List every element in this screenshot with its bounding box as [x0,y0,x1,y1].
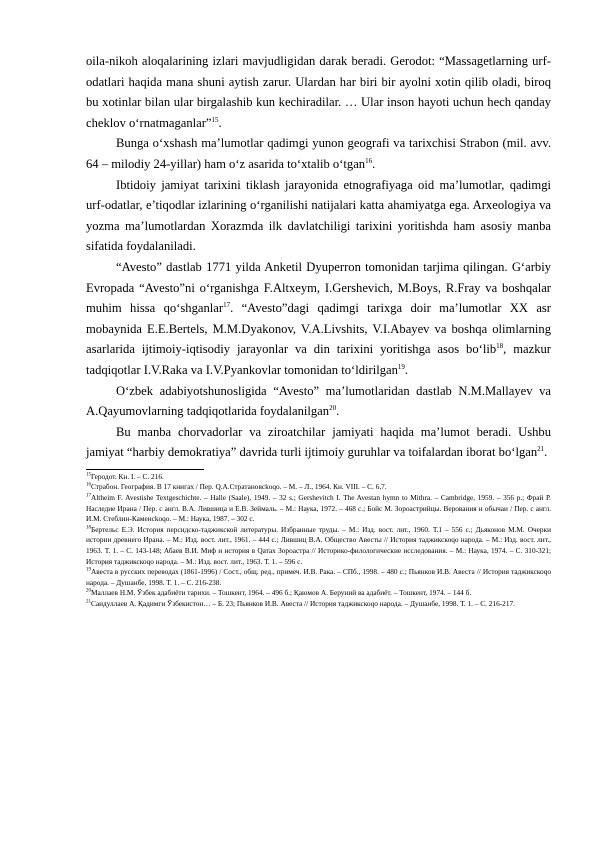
footnote-ref-19[interactable]: 19 [397,362,405,371]
document-page [86,51,551,610]
footnote-20: $^{20}$Маллаев Н.М. Ўзбек адабиёти тарихи. – Тошкент, 1964. – 496 б.; Қаюмов А. Беруний ва адабиёт. – Тошкент, 1974. – 144 б. [86,588,472,598]
paragraph-5: O‘zbek adabiyotshunosligida “Avesto” ma’lumotlaridan dastlab N.M.Mallayev va A.Qayumovlarning tadqiqotlarida foydalanilgan$^{20}$. [86,383,551,419]
paragraph-2: Bunga o‘xshash ma’lumotlar qadimgi yunon geografi va tarixchisi Strabon (mil. avv. 64 – milodiy 24-yillar) ham o‘z asarida to‘xtalib o‘tgan$^{16}$. [86,136,551,171]
footnote-divider [86,469,204,470]
paragraph-1: oila-nikoh aloqalarining izlari mavjudligidan darak beradi. Gerodot: “Massagetlarning urf-odatlari haqida mana shuni aytish zarur. Ulardan har biri bir ayolni xotin qilib oladi, biroq bu xotinlar bilan ular birgalashib kun kechiradilar. … Ular inson hayoti uchun hech qanday cheklov o‘rnatmaganlar”$^{15}$. [86,54,551,130]
footnote-ref-18[interactable]: 18 [496,342,504,351]
paragraph-4: “Avesto” dastlab 1771 yilda Anketil Dyuperron tomonidan tarjima qilingan. G‘arbiy Evropada “Avesto”ni o‘rganishga F.Altxeym, I.Gershevich, M.Boys, R.Fray va boshqalar muhim hissa qo‘shganlar$^{17}$. “Avesto”dagi qadimgi tarixga doir ma’lumotlar XX asr mobaynida E.E.Bertels, M.M.Dyakonov, V.A.Livshits, V.I.Abayev va boshqa olimlarning asarlarida ijtimoiy-iqtisodiy jarayonlar va din tarixini yoritishga asos bo‘lib$^{18}$, mazkur tadqiqotlar I.V.Raka va I.V.Pyankovlar tomonidan to‘ldirilgan$^{19}$. [86,259,551,377]
footnote-18: $^{18}$Бертельс Е.Э. История персидско-таджикской литературы. Избранные труды. – М.: Изд. вост. лит., 1960. Т.1 – 556 с.; Дьяконов М.М. Очерки истории древнего Ирана. – М.: Изд. вост. лит., 1961. – 444 с.; Лившиц В.А. Общество Авесты // История таджикскоqo народа. – М.: Изд. вост. лит., 1963. Т. 1. – С. 143-148; Абаев В.И. Миф и история в Qатах Зороастра // Историко-филологические исследования. – М.: Наука, 1974. – С. 310-321; История таджикскоqo народа. – М.: Изд. вост. лит., 1963. Т. 1. – 596 с. [86,524,551,566]
footnote-ref-20[interactable]: 20 [329,403,337,412]
footnote-19: $^{19}$Авеста в русских переводах (1861-1996) / Сост., общ. ред., примеч. И.В. Рака. – СПб., 1998. – 480 с.; Пьянков И.В. Авеста // История таджикскоqo народа. – Душанбе, 1998. Т. 1. – С. 216-238. [86,567,551,587]
paragraph-6: Bu manba chorvadorlar va ziroatchilar jamiyati haqida ma’lumot beradi. Ushbu jamiyat “harbiy demokratiya” davrida turli ijtimoiy guruhlar va toifalardan iborat bo‘lgan$^{21}$. [86,424,551,460]
footnote-ref-15[interactable]: 15 [211,115,219,124]
footnote-15: $^{15}$Геродот. Кн. I. – С. 216. [86,471,164,481]
footnote-ref-16[interactable]: 16 [365,156,373,165]
footnote-21: $^{21}$Саидуллаев А. Қадимги Ўзбекистон… – Б. 23; Пьянков И.В. Авеста // История таджикскоqo народа. – Душанбе, 1998. Т. 1. – С. 216-217. [86,599,515,608]
footnote-16: $^{16}$Страбон. География. В 17 книгах / Пер. Q.A.Стратановсkoqo. – М. – Л., 1964. Кн. VIII. – С. 6,7. [86,482,387,492]
footnote-ref-17[interactable]: 17 [223,300,231,309]
footnote-17: $^{17}$Altheim F. Avestishe Textgeschichte. – Halle (Saale), 1949. – 32 s.; Gershevitch I. The Avestan hymn to Mithra. – Cambridge, 1959. – 356 p.; Фрай Р. Наследие Ирана / Пер. с англ. В.А. Лившица и Е.В. Зеймаль. – М.: Наука, 1972. – 468 с.; Бойс М. Зороастрийцы. Верования и обычаи / Пер. с англ. И.М. Стеблин-Каменсkoqo. – М.: Наука, 1987. – 302 с. [86,493,551,524]
footnote-ref-21[interactable]: 21 [537,445,545,454]
footnotes [86,472,551,610]
paragraph-3: Ibtidoiy jamiyat tarixini tiklash jarayonida etnografiyaga oid ma’lumotlar, qadimgi urf-odatlar, e’tiqodlar izlarining o‘rganilishi natijalari katta ahamiyatga ega. Arxeologiya va yozma ma’lumotlardan Xorazmda ilk davlatchiligi tarixini yoritishda ham asosiy manba sifatida foydalaniladi. [86,177,551,254]
